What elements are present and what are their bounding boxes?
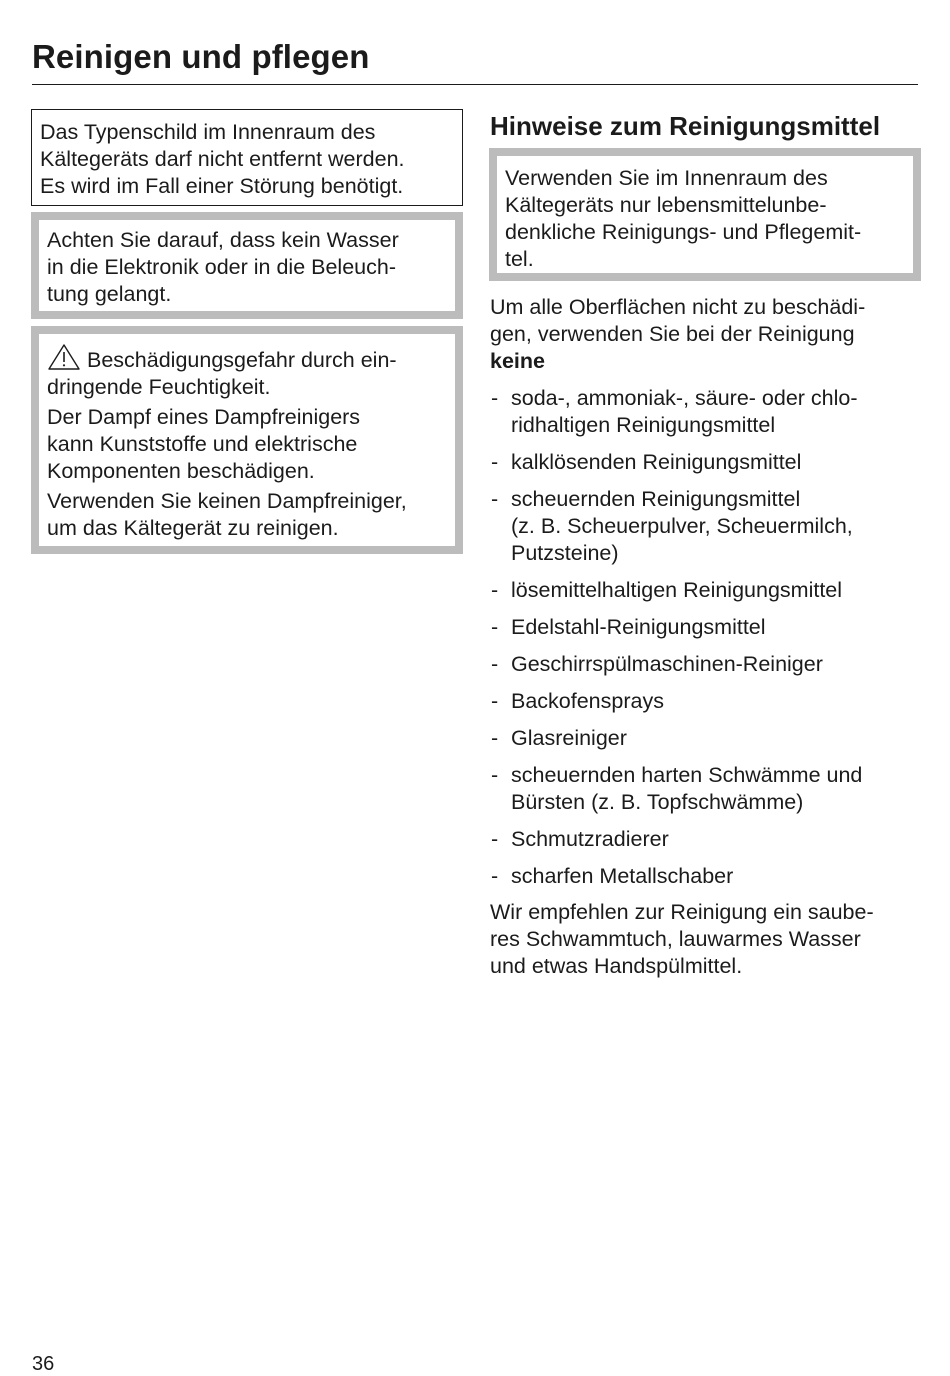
closing-paragraph: [490, 899, 920, 980]
intro-paragraph: [490, 294, 920, 375]
water-note-line: tung gelangt.: [47, 282, 172, 306]
list-item: [490, 486, 920, 567]
list-item-line: - kalklösenden Reinigungsmittel: [511, 450, 802, 474]
warning-triangle-icon: [47, 343, 81, 371]
warning-instruction: [47, 488, 447, 542]
list-item-line: - lösemittelhaltigen Reinigungsmittel: [511, 578, 843, 602]
section-heading: Hinweise zum Reinigungsmittel: [490, 111, 881, 141]
list-item-line: Putzsteine): [511, 541, 619, 565]
water-note-line: Achten Sie darauf, dass kein Wasser: [47, 228, 399, 252]
closing-line: Wir empfehlen zur Reinigung ein saube-: [490, 900, 874, 924]
avoid-list: [490, 385, 920, 900]
intro-line: gen, verwenden Sie bei der Reinigung: [490, 322, 855, 346]
list-item-line: - Edelstahl-Reinigungsmittel: [511, 615, 766, 639]
water-note-box: [31, 212, 463, 319]
warning-heading-line: Beschädigungsgefahr durch ein-: [87, 348, 397, 372]
list-item-line: (z. B. Scheuerpulver, Scheuermilch,: [511, 514, 853, 538]
list-item-line: - Backofensprays: [511, 689, 664, 713]
detergent-note-line: denkliche Reinigungs- und Pflegemit-: [505, 220, 862, 244]
warning-instruction-line: um das Kältegerät zu reinigen.: [47, 516, 339, 540]
list-item-line: - Glasreiniger: [511, 726, 627, 750]
water-note-line: in die Elektronik oder in die Beleuch-: [47, 255, 396, 279]
list-item-line: - Schmutzradierer: [511, 827, 669, 851]
list-item: [490, 651, 920, 678]
page-title: Reinigen und pflegen: [32, 38, 370, 75]
list-item-line: - Geschirrspülmaschinen-Reiniger: [511, 652, 823, 676]
list-item: [490, 449, 920, 476]
nameplate-note-line: Das Typenschild im Innenraum des: [40, 120, 376, 144]
detergent-note-line: Verwenden Sie im Innenraum des: [505, 166, 828, 190]
warning-instruction-line: Verwenden Sie keinen Dampfreiniger,: [47, 489, 407, 513]
list-item-line: - scharfen Metallschaber: [511, 864, 734, 888]
steam-warning-box: [31, 326, 463, 554]
nameplate-note-box: [31, 109, 463, 206]
list-item: [490, 577, 920, 604]
detergent-note-line: Kältegeräts nur lebensmittelunbe-: [505, 193, 827, 217]
closing-line: und etwas Handspülmittel.: [490, 954, 743, 978]
warning-body: [47, 404, 447, 485]
list-item-line: Bürsten (z. B. Topfschwämme): [511, 790, 804, 814]
list-item: [490, 826, 920, 853]
list-item: [490, 385, 920, 439]
list-item: [490, 762, 920, 816]
warning-body-line: kann Kunststoffe und elektrische: [47, 432, 358, 456]
list-item-line: - soda-, ammoniak-, säure- oder chlo-: [511, 386, 858, 410]
list-item: [490, 614, 920, 641]
nameplate-note-line: Kältegeräts darf nicht entfernt werden.: [40, 147, 405, 171]
list-item: [490, 863, 920, 890]
warning-body-line: Komponenten beschädigen.: [47, 459, 315, 483]
warning-heading: [47, 343, 447, 401]
page-number: 36: [32, 1353, 55, 1375]
title-divider: [32, 84, 918, 85]
intro-emphasis: keine: [490, 349, 545, 373]
list-item: [490, 688, 920, 715]
closing-line: res Schwammtuch, lauwarmes Wasser: [490, 927, 861, 951]
list-item: [490, 725, 920, 752]
list-item-line: - scheuernden harten Schwämme und: [511, 763, 863, 787]
detergent-note-line: tel.: [505, 247, 534, 271]
warning-heading-line: dringende Feuchtigkeit.: [47, 375, 271, 399]
warning-body-line: Der Dampf eines Dampfreinigers: [47, 405, 361, 429]
detergent-note-box: [489, 148, 921, 281]
intro-line: Um alle Oberflächen nicht zu beschädi-: [490, 295, 866, 319]
nameplate-note-line: Es wird im Fall einer Störung benötigt.: [40, 174, 404, 198]
list-item-line: ridhaltigen Reinigungsmittel: [511, 413, 776, 437]
list-item-line: - scheuernden Reinigungsmittel: [511, 487, 801, 511]
